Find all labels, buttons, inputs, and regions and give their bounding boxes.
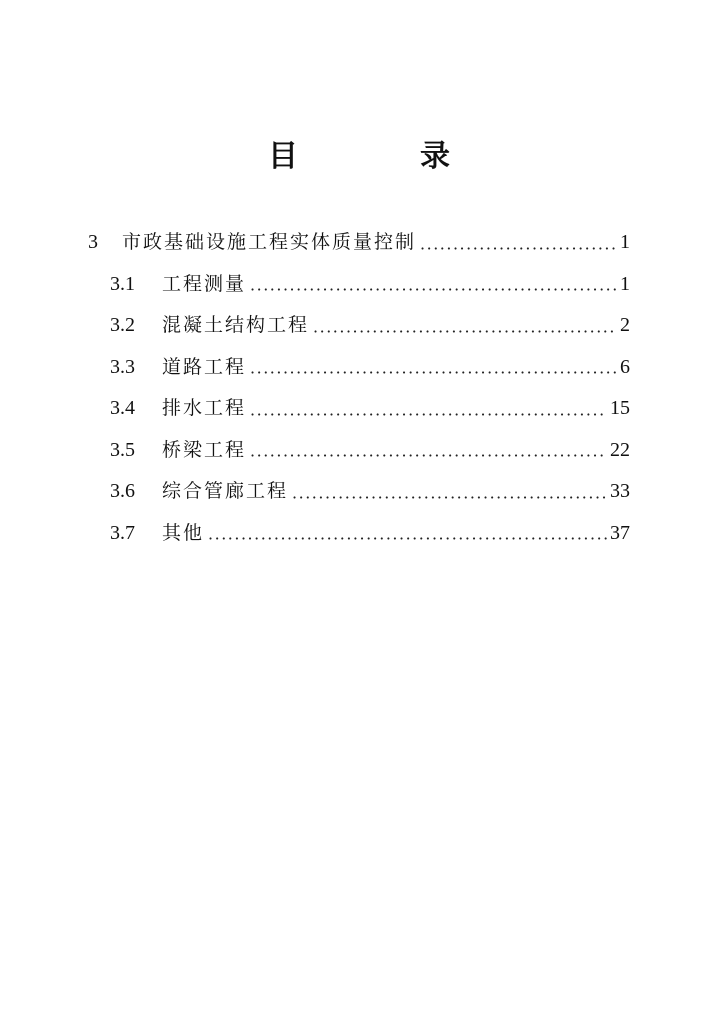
toc-entry-page: 33	[610, 480, 630, 502]
toc-entry-number: 3.7	[110, 521, 135, 544]
toc-entry-3-4[interactable]	[88, 390, 630, 432]
toc-entry-label: 排水工程	[162, 397, 247, 419]
toc-entry-page: 1	[620, 231, 630, 253]
toc-dot-leader	[208, 525, 607, 545]
toc-entry-page: 37	[610, 521, 630, 544]
toc-entry-number: 3.3	[110, 355, 135, 378]
toc-dot-leader	[292, 484, 607, 504]
toc-list	[88, 224, 630, 556]
toc-entry-page: 15	[610, 397, 630, 419]
toc-title: 目 录	[268, 139, 496, 174]
toc-entry-label: 其他	[162, 521, 205, 544]
toc-entry-3-3[interactable]	[88, 349, 630, 391]
toc-entry-number: 3.6	[110, 480, 135, 502]
toc-entry-label: 市政基础设施工程实体质量控制	[122, 231, 417, 253]
toc-entry-label: 混凝土结构工程	[162, 314, 310, 336]
toc-entry-number: 3	[88, 231, 98, 253]
toc-entry-3[interactable]	[88, 224, 630, 266]
toc-dot-leader	[250, 401, 607, 421]
toc-dot-leader	[313, 318, 617, 338]
toc-entry-3-6[interactable]	[88, 473, 630, 515]
toc-dot-leader	[250, 359, 617, 379]
toc-entry-number: 3.1	[110, 272, 135, 295]
toc-entry-page: 2	[620, 314, 630, 336]
toc-entry-3-2[interactable]	[88, 307, 630, 349]
toc-dot-leader	[250, 276, 617, 296]
toc-dot-leader	[250, 442, 607, 462]
toc-entry-label: 桥梁工程	[162, 438, 247, 461]
toc-entry-label: 工程测量	[162, 272, 247, 295]
toc-entry-label: 综合管廊工程	[162, 480, 289, 502]
toc-entry-page: 6	[620, 355, 630, 378]
toc-entry-label: 道路工程	[162, 355, 247, 378]
toc-entry-3-1[interactable]	[88, 266, 630, 308]
toc-entry-3-5[interactable]	[88, 432, 630, 474]
toc-entry-number: 3.2	[110, 314, 135, 336]
toc-entry-page: 22	[610, 438, 630, 461]
toc-entry-3-7[interactable]	[88, 515, 630, 557]
toc-entry-page: 1	[620, 272, 630, 295]
toc-dot-leader	[420, 235, 617, 255]
toc-entry-number: 3.4	[110, 397, 135, 419]
toc-entry-number: 3.5	[110, 438, 135, 461]
